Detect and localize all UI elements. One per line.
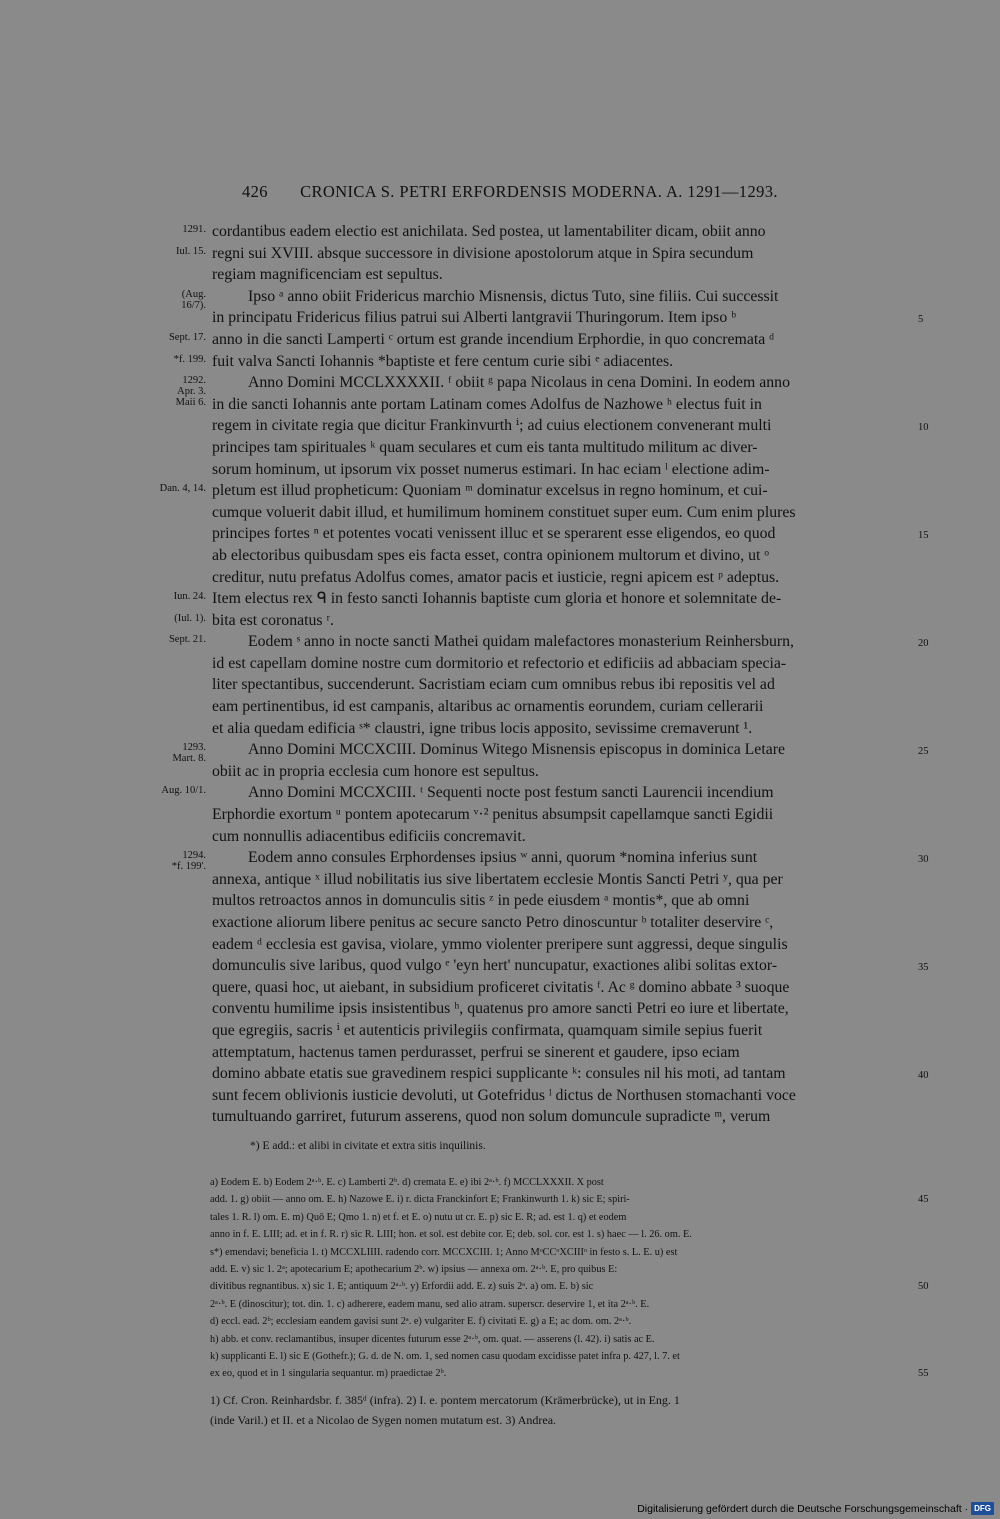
text-line [0, 415, 1000, 437]
text-line [0, 1020, 1000, 1042]
text-line [0, 998, 1000, 1020]
apparatus-line [0, 1313, 1000, 1330]
critical-apparatus [0, 1174, 1000, 1383]
text-line [0, 610, 1000, 632]
text-line [0, 761, 1000, 783]
margin-note: Sept. 21. [168, 634, 206, 646]
text-line [0, 1063, 1000, 1085]
text-line [0, 588, 1000, 610]
line-text: regni sui XVIII. absque successore in divisione apostolorum atque in Spira secundum [212, 244, 754, 262]
line-text: cum nonnullis adiacentibus edificiis concremavit. [212, 827, 526, 845]
margin-note: *f. 199. [173, 353, 206, 365]
line-text: Eodem ˢ anno in nocte sancti Mathei quidam malefactores monasterium Reinhersburn, [248, 633, 794, 651]
text-line [0, 912, 1000, 934]
line-text: domunculis sive laribus, quod vulgo ᵉ 'eyn hert' nuncupatur, exactiones alibi solitas extor- [212, 957, 778, 975]
line-text: exactione aliorum libere penitus ac secure sancto Petro dinoscuntur ᵇ totaliter deservire ᶜ, [212, 914, 774, 931]
line-text: Ipso ᵃ anno obiit Fridericus marchio Misnensis, dictus Tuto, sine filiis. Cui successit [248, 287, 779, 305]
line-text: multos retroactos annos in domunculis sitis ᶻ in pede eiusdem ᵃ montis*, que ab omni [212, 892, 750, 910]
line-text: id est capellam domine nostre cum dormitorio et refectorio et edificiis ad abbaciam specia- [212, 654, 787, 672]
line-text: liter spectantibus, succenderunt. Sacristiam eciam cum omnibus rebus ibi repositis vel ad [212, 676, 775, 694]
apparatus-line [0, 1226, 1000, 1243]
line-number: 55 [918, 1368, 929, 1380]
margin-note: Sept. 17. [168, 331, 206, 343]
line-text: regiam magnificenciam est sepultus. [212, 266, 443, 284]
apparatus-text: add. E. v) sic 1. 2ᵃ; apotecarium E; apothecarium 2ᵇ. w) ipsius — annexa om. 2ᵃ·ᵇ. E, pro quibus E: [210, 1263, 618, 1275]
text-line [0, 739, 1000, 765]
apparatus-text: k) supplicanti E. l) sic E (Gothefr.); G. d. de N. om. 1, sed nomen casu quodam excidisse patet infra p. 427, l. 7. et [210, 1350, 680, 1362]
text-line [0, 545, 1000, 567]
line-text: que egregiis, sacris ⁱ et autenticis privilegiis confirmata, quamquam simile sepius fuerit [212, 1021, 763, 1039]
text-line [0, 847, 1000, 873]
text-line [0, 955, 1000, 977]
line-text: pletum est illud propheticum: Quoniam ᵐ dominatur excelsus in regno hominum, et cui- [212, 482, 768, 500]
text-line [0, 1042, 1000, 1064]
margin-note: Dan. 4, 14. [159, 483, 206, 495]
line-text: anno in die sancti Lamperti ᶜ ortum est grande incendium Erphordie, in quo concremata ᵈ [212, 330, 775, 348]
apparatus-text: add. 1. g) obiit — anno om. E. h) Nazowe E. i) r. dicta Franckinfort E; Frankinwurth 1. k) sic E; spiri- [210, 1194, 630, 1206]
margin-note: (Aug. 16/7). [181, 288, 206, 311]
text-line [0, 631, 1000, 653]
note-line [0, 1410, 1000, 1430]
line-text: conventu humilime ipsis insistentibus ʰ, quatenus pro amore sancti Petri eo iure et libertate, [212, 1000, 789, 1018]
line-text: sunt fecem oblivionis iusticie devoluti, ut Gotefridus ˡ dictus de Northusen stomachanti voce [212, 1086, 796, 1104]
text-line [0, 696, 1000, 718]
line-number: 20 [918, 638, 929, 650]
line-text: attemptatum, hactenus tamen perdurasset, perfrui se sinerent et gaudere, ipso eciam [212, 1043, 740, 1061]
line-number: 30 [918, 854, 929, 866]
text-line [0, 437, 1000, 459]
running-title: CRONICA S. PETRI ERFORDENSIS MODERNA. A. 1291—1293. [300, 182, 778, 201]
main-text [0, 221, 1000, 1128]
funding-text: Digitalisierung gefördert durch die Deutsche Forschungsgemeinschaft · [637, 1502, 969, 1515]
line-number: 15 [918, 530, 929, 542]
line-text: quere, quasi hoc, ut aiebant, in subsidium proficeret civitatis ᶠ. Ac ᵍ domino abbate ³ suoque [212, 978, 790, 996]
apparatus-line [0, 1278, 1000, 1295]
apparatus-text: a) Eodem E. b) Eodem 2ᵃ·ᵇ. E. c) Lamberti 2ᵇ. d) cremata E. e) ibi 2ᵃ·ᵇ. f) MCCLXXXII. X post [210, 1177, 604, 1188]
text-line [0, 869, 1000, 891]
line-number: 10 [918, 422, 929, 434]
apparatus-text: s*) emendavi; beneficia 1. t) MCCXLIIII. radendo corr. MCCXCIII. 1; Anno MᵒCCᵒXCIIIᵒ in festo s. L. E. u) est [210, 1246, 678, 1258]
text-line [0, 826, 1000, 848]
line-text: Item electus rex ᑫ in festo sancti Iohannis baptiste cum gloria et honore et solemnitate de- [212, 590, 782, 608]
line-text: Anno Domini MCCXCIII. Dominus Witego Misnensis episcopus in dominica Letare [248, 741, 785, 759]
line-text: annexa, antique ˣ illud nobilitatis ius sive libertatem ecclesie Montis Sancti Petri ʸ, qua per [212, 870, 783, 888]
line-number: 25 [918, 746, 929, 758]
line-number: 40 [918, 1070, 929, 1082]
line-text: et alia quedam edificia ˢ* claustri, igne tribus locis apposito, sevissime cremaverunt ¹. [212, 719, 753, 737]
line-text: cumque voluerit dabit illud, et humilimum hominem constituet super eum. Cum enim plures [212, 503, 796, 521]
apparatus-text: anno in f. E. LIII; ad. et in f. R. r) sic R. LIII; hon. et sol. est debite cor. E; deb. sol. cor. est 1. s) haec — l. 26. om. E. [210, 1229, 692, 1241]
line-text: principes tam spirituales ᵏ quam seculares et cum eis tanta multitudo militum ac diver- [212, 438, 758, 456]
margin-note: 1293. Mart. 8. [172, 742, 206, 765]
text-line [0, 221, 1000, 243]
text-line [0, 243, 1000, 265]
apparatus-text: 2ᵃ·ᵇ. E (dinoscitur); tot. din. 1. c) adherere, eadem manu, sed alio atram. superscr. deservire 1, et ita 2ᵃ·ᵇ. E. [210, 1298, 650, 1310]
text-line [0, 567, 1000, 589]
text-line [0, 286, 1000, 311]
page-header [0, 182, 1000, 202]
text-line [0, 718, 1000, 740]
apparatus-text: h) abb. et conv. reclamantibus, insuper dicentes futurum esse 2ᵃ·ᵇ, om. quat. — asserens (l. 42). i) satis ac E. [210, 1333, 655, 1345]
text-line [0, 674, 1000, 696]
line-text: creditur, nutu prefatus Adolfus comes, amator pacis et iusticie, regni apicem est ᵖ adeptus. [212, 568, 780, 586]
line-text: obiit ac in propria ecclesia cum honore est sepultus. [212, 762, 539, 780]
text-line [0, 523, 1000, 545]
line-text: in die sancti Iohannis ante portam Latinam comes Adolfus de Nazhowe ʰ electus fuit in [212, 395, 762, 413]
text-line [0, 977, 1000, 999]
apparatus-text: ex eo, quod et in 1 singularia sequantur. m) praedictae 2ᵇ. [210, 1368, 447, 1380]
apparatus-text: divitibus regnantibus. x) sic 1. E; antiquum 2ᵃ·ᵇ. y) Erfordii add. E. z) suis 2ᵃ. a) om. E. b) sic [210, 1281, 594, 1293]
margin-note: Iul. 15. [175, 245, 206, 257]
line-text: Eodem anno consules Erphordenses ipsius ʷ anni, quorum *nomina inferius sunt [248, 849, 758, 867]
text-line [0, 264, 1000, 286]
text-line [0, 782, 1000, 804]
text-line [0, 329, 1000, 351]
line-number: 35 [918, 962, 929, 974]
line-text: in principatu Fridericus filius patrui sui Alberti lantgravii Thuringorum. Item ipso ᵇ [212, 309, 737, 327]
note-text: 1) Cf. Cron. Reinhardsbr. f. 385ᵈ (infra). 2) I. e. pontem mercatorum (Krämerbrücke), ut in Eng. 1 [210, 1393, 680, 1407]
margin-note: Aug. 10/1. [161, 785, 206, 797]
line-text: cordantibus eadem electio est anichilata. Sed postea, ut lamentabiliter dicam, obiit anno [212, 223, 766, 240]
line-text: Erphordie exortum ᵘ pontem apotecarum ᵛ·² penitus absumpsit capellamque sancti Egidii [212, 806, 774, 824]
apparatus-line [0, 1261, 1000, 1278]
text-line [0, 653, 1000, 675]
margin-note: (Iul. 1). [174, 612, 206, 624]
text-line [0, 307, 1000, 329]
apparatus-line [0, 1174, 1000, 1191]
note-line [0, 1390, 1000, 1410]
text-line [0, 502, 1000, 524]
line-number: 5 [918, 314, 924, 326]
apparatus-text: d) eccl. ead. 2ᵇ; ecclesiam eandem gavisi sunt 2ᵃ. e) vulgariter E. f) civitati E. g) a E; ac dom. om. 2ᵃ·ᵇ. [210, 1316, 632, 1328]
margin-note: Iun. 24. [173, 591, 206, 603]
text-line [0, 459, 1000, 481]
line-number: 45 [918, 1194, 929, 1206]
margin-note: Maii 6. [175, 396, 206, 408]
line-text: domino abbate etatis sue gravedinem respici supplicante ᵏ: consules nil his moti, ad tantam [212, 1065, 786, 1083]
apparatus-line [0, 1191, 1000, 1208]
star-footnote: *) E add.: et alibi in civitate et extra sitis inquilinis. [250, 1140, 486, 1152]
dfg-logo: DFG [971, 1502, 994, 1515]
line-text: principes fortes ⁿ et potentes vocati venissent illuc et se sperarent esse eligendos, eo quod [212, 525, 776, 543]
line-text: regem in civitate regia que dicitur Frankinvurth ⁱ; ad cuius electionem convenerant multi [212, 417, 772, 435]
text-line [0, 394, 1000, 416]
line-text: fuit valva Sancti Iohannis *baptiste et fere centum curie sibi ᵉ adiacentes. [212, 352, 674, 370]
apparatus-line [0, 1296, 1000, 1313]
line-text: ab electoribus quibusdam spes eis facta esset, contra opinionem multorum et divino, ut ᵒ [212, 546, 769, 564]
margin-note: 1291. [182, 224, 206, 235]
line-text: sorum hominum, ut ipsorum vix posset numerus estimari. In hac eciam ˡ electione adim- [212, 460, 770, 478]
line-text: tumultuando garriret, futurum asserens, quod non solum domuncule supradicte ᵐ, verum [212, 1108, 771, 1126]
margin-note: 1294. *f. 199'. [171, 850, 206, 873]
apparatus-text: tales 1. R. l) om. E. m) Quō E; Qmo 1. n) et f. et E. o) nutu ut cr. E. p) sic E. R; ad. est 1. q) et eodem [210, 1211, 627, 1223]
apparatus-line [0, 1365, 1000, 1382]
line-text: eam pertinentibus, id est campanis, altaribus ac ornamentis eorundem, curiam cellerarii [212, 698, 764, 716]
text-line [0, 804, 1000, 826]
page-number: 426 [242, 182, 268, 201]
line-text: bita est coronatus ʳ. [212, 611, 334, 629]
line-number: 50 [918, 1281, 929, 1293]
text-line [0, 372, 1000, 398]
text-line [0, 480, 1000, 502]
line-text: eadem ᵈ ecclesia est gavisa, violare, ymmo violenter preripere sunt aggressi, deque singulis [212, 935, 788, 953]
margin-note: 1292. Apr. 3. [177, 375, 206, 398]
line-text: Anno Domini MCCLXXXXII. ᶠ obiit ᵍ papa Nicolaus in cena Domini. In eodem anno [248, 374, 790, 392]
apparatus-line [0, 1331, 1000, 1348]
line-text: Anno Domini MCCXCIII. ᵗ Sequenti nocte post festum sancti Laurencii incendium [248, 784, 774, 802]
text-line [0, 1085, 1000, 1107]
apparatus-line [0, 1209, 1000, 1226]
note-text: (inde Varil.) et II. et a Nicolao de Sygen nomen mutatum est. 3) Andrea. [210, 1413, 557, 1427]
funding-credit [637, 1502, 994, 1515]
apparatus-line [0, 1244, 1000, 1261]
source-notes [0, 1390, 1000, 1430]
text-line [0, 1106, 1000, 1128]
text-line [0, 934, 1000, 956]
text-line [0, 351, 1000, 373]
text-line [0, 890, 1000, 912]
apparatus-line [0, 1348, 1000, 1365]
